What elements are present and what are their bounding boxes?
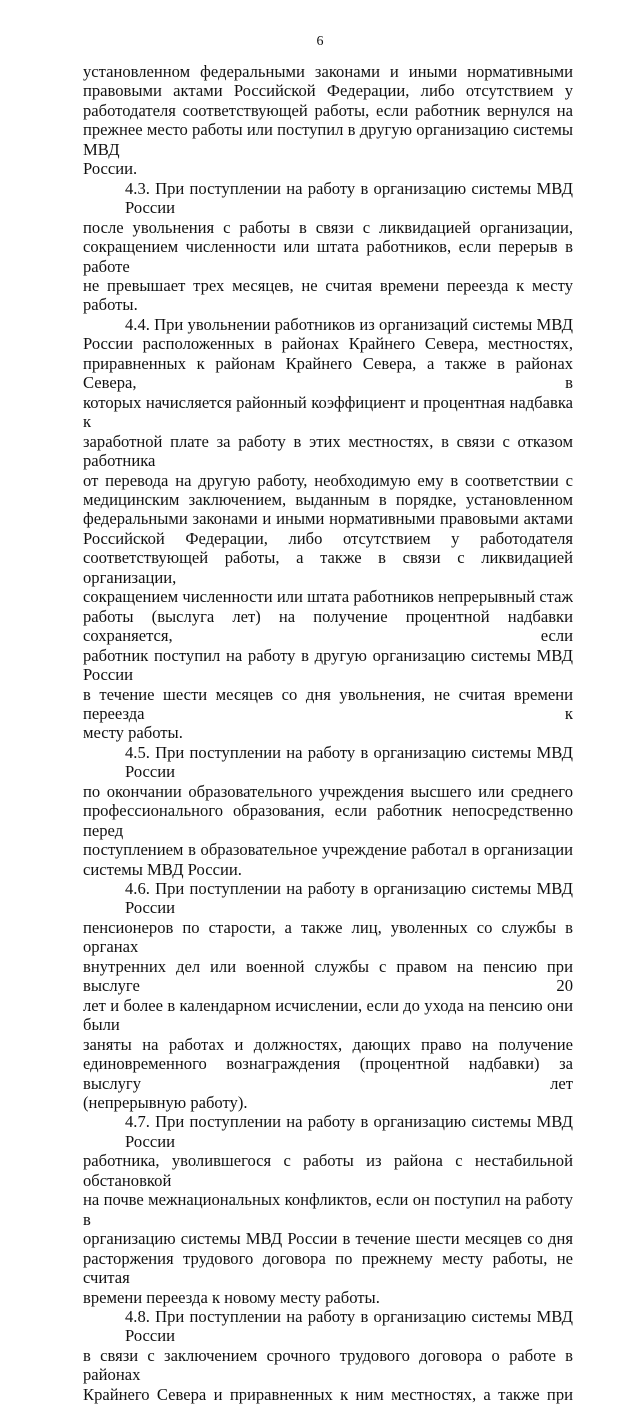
paragraph-4-7 — [83, 1112, 573, 1307]
text-line: 4.5. При поступлении на работу в организацию системы МВД России — [125, 742, 573, 782]
text-line: системы МВД России. — [83, 859, 242, 879]
text-line: 4.6. При поступлении на работу в организацию системы МВД России — [125, 879, 573, 918]
text-line: работник поступил на работу в другую организацию системы МВД России — [83, 645, 573, 685]
text-line: заняты на работах и должностях, дающих право на получение — [83, 1034, 573, 1054]
text-line: 4.4. При увольнении работников из организаций системы МВД — [125, 314, 573, 334]
text-line: федеральными законами и иными нормативными правовыми актами — [83, 509, 573, 529]
text-line: соответствующей работы, а также в связи с ликвидацией организации, — [83, 548, 573, 587]
text-line: от перевода на другую работу, необходимую ему в соответствии с — [83, 470, 573, 490]
text-line: которых начисляется районный коэффициент и процентная надбавка к — [83, 392, 573, 432]
paragraph-4-3 — [83, 179, 573, 315]
text-line: в течение шести месяцев со дня увольнения, не считая времени переезда к — [83, 684, 573, 723]
text-line: после увольнения с работы в связи с ликвидацией организации, — [83, 217, 573, 237]
text-line: 4.7. При поступлении на работу в организацию системы МВД России — [125, 1112, 573, 1151]
text-line: организацию системы МВД России в течение шести месяцев со дня — [83, 1229, 573, 1249]
text-line: медицинским заключением, выданным в порядке, установленном — [83, 489, 573, 509]
text-line: единовременного вознаграждения (процентной надбавки) за выслугу лет — [83, 1054, 573, 1093]
text-line: работодателя соответствующей работы, если работник вернулся на — [83, 100, 573, 120]
paragraph-4-8 — [83, 1307, 573, 1404]
text-line: времени переезда к новому месту работы. — [83, 1287, 380, 1307]
text-line: внутренних дел или военной службы с правом на пенсию при выслуге 20 — [83, 956, 573, 996]
text-line: месту работы. — [83, 723, 183, 743]
text-line: приравненных к районам Крайнего Севера, а также в районах Севера, в — [83, 353, 573, 393]
paragraph-4-4 — [83, 315, 573, 743]
text-line: заработной плате за работу в этих местностях, в связи с отказом работника — [83, 431, 573, 471]
text-line: прежнее место работы или поступил в другую организацию системы МВД — [83, 120, 573, 159]
text-line: профессионального образования, если работник непосредственно перед — [83, 801, 573, 840]
text-line: 4.8. При поступлении на работу в организацию системы МВД России — [125, 1307, 573, 1346]
paragraph-4-5 — [83, 743, 573, 879]
text-line: не превышает трех месяцев, не считая времени переезда к месту работы. — [83, 275, 573, 315]
text-line: России. — [83, 159, 138, 179]
text-line: Российской Федерации, либо отсутствием у работодателя — [83, 528, 573, 548]
text-line: расторжения трудового договора по прежнему месту работы, не считая — [83, 1248, 573, 1288]
text-line: России расположенных в районах Крайнего Севера, местностях, — [83, 334, 573, 354]
text-line: сокращением численности или штата работников непрерывный стаж — [83, 587, 573, 607]
text-line: пенсионеров по старости, а также лиц, уволенных со службы в органах — [83, 917, 573, 957]
text-line: 4.3. При поступлении на работу в организацию системы МВД России — [125, 178, 573, 218]
text-line: в связи с заключением срочного трудового договора о работе в районах — [83, 1345, 573, 1385]
text-line: установленном федеральными законами и иными нормативными — [83, 62, 573, 81]
page-number: 6 — [316, 34, 324, 49]
text-line: правовыми актами Российской Федерации, либо отсутствием у — [83, 81, 573, 101]
paragraph-continuation — [83, 62, 573, 179]
text-line: работы (выслуга лет) на получение процентной надбавки сохраняется, если — [83, 606, 573, 646]
text-line: работника, уволившегося с работы из района с нестабильной обстановкой — [83, 1151, 573, 1190]
paragraph-4-6 — [83, 879, 573, 1112]
document-body — [83, 62, 573, 1404]
text-line: сокращением численности или штата работников, если перерыв в работе — [83, 237, 573, 276]
text-line: лет и более в календарном исчислении, если до ухода на пенсию они были — [83, 995, 573, 1035]
text-line: на почве межнациональных конфликтов, если он поступил на работу в — [83, 1190, 573, 1229]
text-line: поступлением в образовательное учреждение работал в организации — [83, 840, 573, 860]
text-line: Крайнего Севера и приравненных к ним местностях, а также при — [83, 1384, 573, 1404]
text-line: по окончании образовательного учреждения высшего или среднего — [83, 781, 573, 801]
text-line: (непрерывную работу). — [83, 1093, 248, 1113]
